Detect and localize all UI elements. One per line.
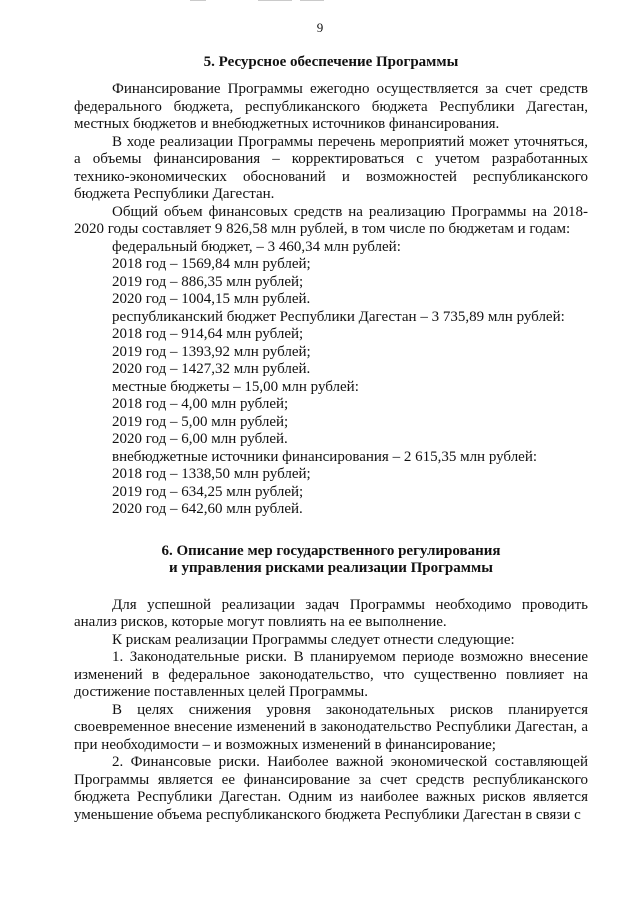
budget-line: федеральный бюджет, – 3 460,34 млн рублей: <box>112 238 401 255</box>
budget-line: 2018 год – 4,00 млн рублей; <box>112 396 289 412</box>
paragraph: К рискам реализации Программы следует отнести следующие: <box>112 631 515 648</box>
budget-line: 2018 год – 1569,84 млн рублей; <box>112 256 311 272</box>
budget-line: 2018 год – 914,64 млн рублей; <box>112 326 304 342</box>
budget-line: внебюджетные источники финансирования – 2 615,35 млн рублей: <box>112 448 538 465</box>
page-number: 9 <box>316 20 324 35</box>
section-title-line: и управления рисками реализации Программы <box>169 559 493 576</box>
paragraph: 1. Законодательные риски. В планируемом периоде возможно внесение изменений в федеральное законодательство, что существенно повлияет на достижение поставленных целей Программы. <box>74 649 588 700</box>
budget-line: 2020 год – 1004,15 млн рублей. <box>112 291 311 307</box>
paragraph: Общий объем финансовых средств на реализацию Программы на 2018-2020 годы составляет 9 826,58 млн рублей, в том числе по бюджетам и годам: <box>74 203 588 237</box>
section-risk-management <box>74 543 588 825</box>
scan-artifact <box>190 0 206 1</box>
section-title: 5. Ресурсное обеспечение Программы <box>203 54 459 70</box>
section-resource-provision <box>74 54 588 519</box>
budget-line: республиканский бюджет Республики Дагестан – 3 735,89 млн рублей: <box>112 308 565 325</box>
paragraph: 2. Финансовые риски. Наиболее важной экономической составляющей Программы является ее финансирование за счет средств республиканского бюджета Республики Дагестан. Одним из наиболее важных рисков является уменьшение объема республиканского бюджета Республики Дагестан в связи с <box>74 754 588 823</box>
budget-line: 2020 год – 642,60 млн рублей. <box>112 501 303 517</box>
budget-line: местные бюджеты – 15,00 млн рублей: <box>112 378 359 395</box>
scan-artifact <box>258 0 292 1</box>
budget-breakdown-list <box>74 239 588 519</box>
document-body <box>74 54 588 824</box>
paragraph: В ходе реализации Программы перечень мероприятий может уточняться, а объемы финансирования – корректироваться с учетом разработанных технико-экономических обоснований и возможностей республиканского бюджета Республики Дагестан. <box>74 133 588 202</box>
paragraph: Для успешной реализации задач Программы необходимо проводить анализ рисков, которые могут повлиять на ее выполнение. <box>74 596 588 630</box>
scan-artifact <box>300 0 324 1</box>
budget-line: 2020 год – 1427,32 млн рублей. <box>112 361 311 377</box>
budget-line: 2018 год – 1338,50 млн рублей; <box>112 466 311 482</box>
budget-line: 2020 год – 6,00 млн рублей. <box>112 431 288 447</box>
budget-line: 2019 год – 1393,92 млн рублей; <box>112 343 311 360</box>
paragraph: В целях снижения уровня законодательных рисков планируется своевременное внесение изменений в законодательство Республики Дагестан, а при необходимости – и возможных изменений в финансирование; <box>74 701 588 753</box>
budget-line: 2019 год – 634,25 млн рублей; <box>112 483 304 500</box>
section-title <box>74 543 588 577</box>
section-title-line: 6. Описание мер государственного регулирования <box>161 542 501 559</box>
budget-line: 2019 год – 886,35 млн рублей; <box>112 273 304 290</box>
paragraph: Финансирование Программы ежегодно осуществляется за счет средств федерального бюджета, республиканского бюджета Республики Дагестан, местных бюджетов и внебюджетных источников финансирования. <box>74 81 588 132</box>
budget-line: 2019 год – 5,00 млн рублей; <box>112 413 289 430</box>
